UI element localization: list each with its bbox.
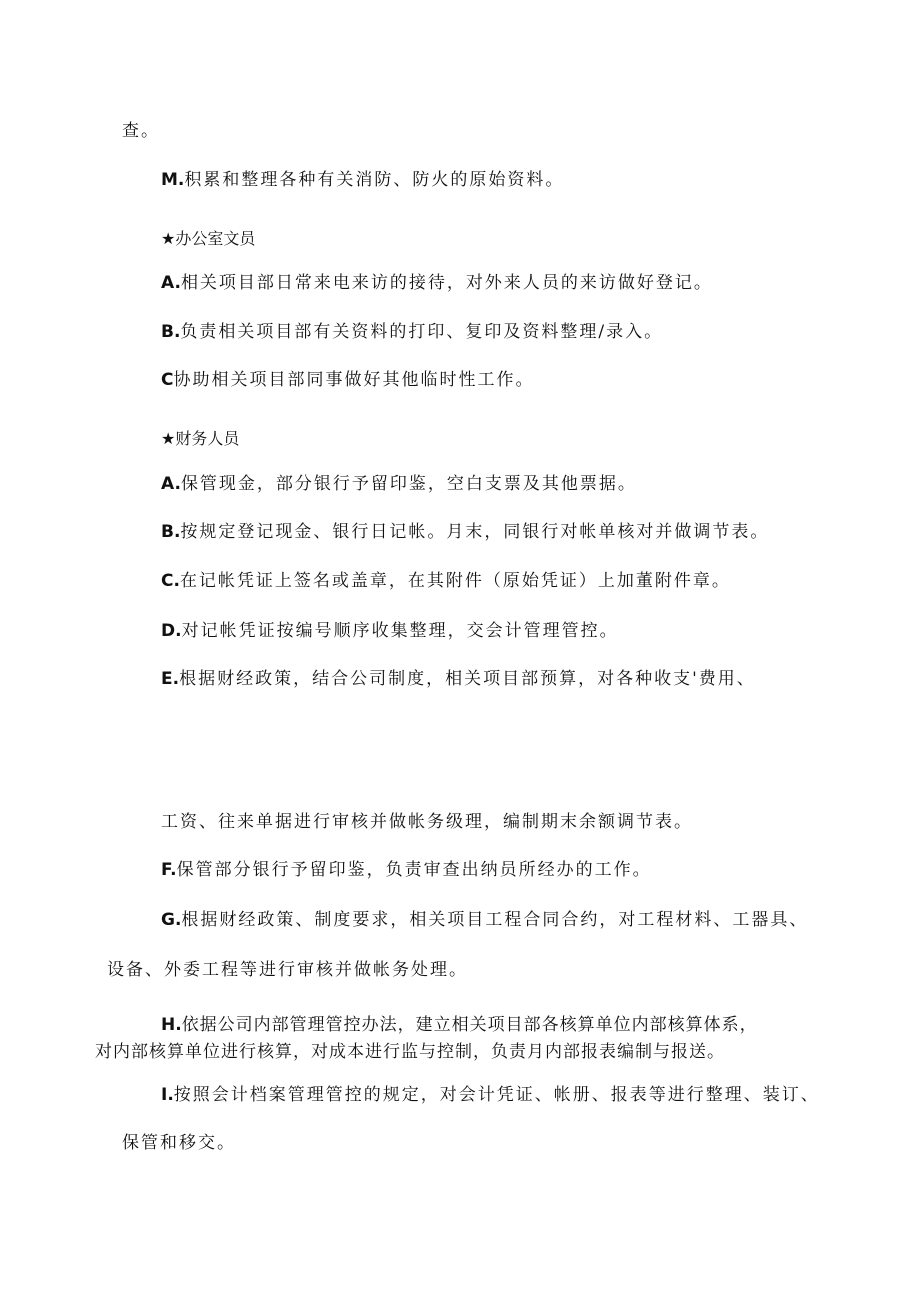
item-marker: I. (161, 1085, 174, 1105)
line-text: 保管和移交。 (122, 1133, 236, 1153)
item-marker: E. (161, 669, 180, 689)
item-text: 保管现金，部分银行予留印鉴，空白支票及其他票据。 (180, 474, 637, 494)
item-marker: C (161, 370, 174, 390)
finance-item-e-continued (161, 810, 693, 834)
item-text: 相关项目部日常来电来访的接待，对外来人员的来访做好登记。 (180, 273, 713, 293)
office-item-a (161, 271, 713, 295)
finance-item-i (161, 1083, 820, 1107)
item-marker: C. (161, 571, 180, 591)
item-marker: F. (161, 860, 177, 880)
finance-item-c (161, 569, 731, 593)
section-heading-finance: ★财务人员 (161, 429, 240, 448)
line-text: 工资、往来单据进行审核并做帐务级理，编制期末余额调节表。 (161, 812, 693, 832)
finance-item-g (161, 908, 808, 932)
finance-item-d (161, 619, 619, 643)
item-marker: A. (161, 474, 181, 494)
item-marker: B. (161, 322, 181, 342)
item-marker: G. (161, 910, 182, 930)
section-heading-office: ★办公室文员 (161, 229, 256, 248)
item-m (161, 168, 564, 192)
item-text: 保管部分银行予留印鉴，负责审查出纳员所经办的工作。 (176, 860, 652, 880)
line-text: 对内部核算单位进行核算，对成本进行监与控制，负责月内部报表编制与报送。 (95, 1042, 725, 1062)
text-line (122, 119, 160, 143)
item-text: 协助相关项目部同事做好其他临时性工作。 (173, 370, 535, 390)
item-marker: B. (161, 522, 181, 542)
item-marker: H. (161, 1015, 182, 1035)
finance-item-b (161, 520, 769, 544)
item-text: 按照会计档案管理管控的规定，对会计凭证、帐册、报表等进行整理、装订、 (173, 1085, 820, 1105)
line-text: 查。 (122, 121, 160, 141)
finance-item-i-continued (122, 1131, 236, 1155)
finance-item-h (161, 1013, 758, 1037)
item-marker: A. (161, 273, 181, 293)
item-text: 根据财经政策、制度要求，相关项目工程合同合约，对工程材料、工器具、 (181, 910, 809, 930)
finance-item-f (161, 858, 652, 882)
item-text: 负责相关项目部有关资料的打印、复印及资料整理/录入。 (180, 322, 664, 342)
item-text: 在记帐凭证上签名或盖章，在其附件（原始凭证）上加董附件章。 (179, 571, 731, 591)
line-text: 设备、外委工程等进行审核并做帐务处理。 (107, 960, 468, 980)
office-item-b (161, 320, 663, 344)
item-text: 根据财经政策，结合公司制度，相关项目部预算，对各种收支'费用、 (179, 669, 756, 689)
item-text: 积累和整理各种有关消防、防火的原始资料。 (184, 170, 565, 190)
finance-item-a (161, 472, 637, 496)
item-text: 依据公司内部管理管控办法，建立相关项目部各核算单位内部核算体系， (181, 1015, 758, 1035)
finance-item-h-continued (95, 1040, 725, 1064)
office-item-c (161, 368, 534, 392)
item-text: 对记帐凭证按编号顺序收集整理，交会计管理管控。 (181, 621, 619, 641)
item-marker: M. (161, 170, 185, 190)
finance-item-g-continued (107, 958, 468, 982)
finance-item-e (161, 667, 756, 691)
item-marker: D. (161, 621, 182, 641)
item-text: 按规定登记现金、银行日记帐。月末，同银行对帐单核对并做调节表。 (180, 522, 770, 542)
